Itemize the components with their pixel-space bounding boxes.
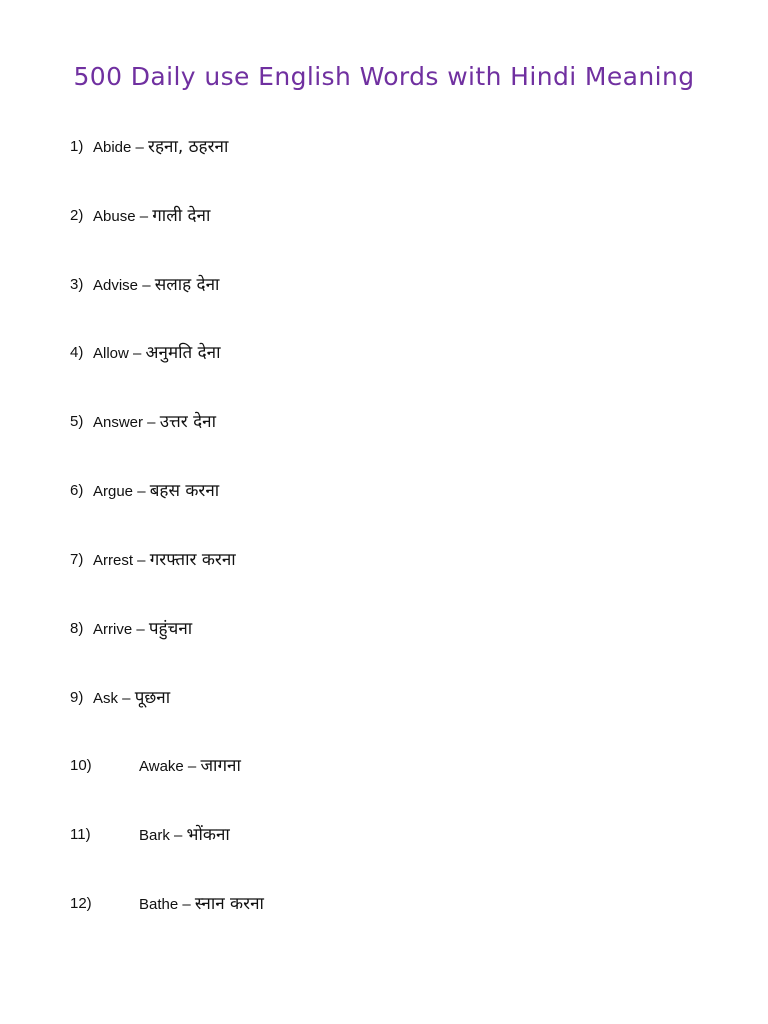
hindi-meaning: जागना xyxy=(200,756,241,776)
english-word: Argue – xyxy=(93,483,150,500)
english-word: Advise – xyxy=(93,277,155,294)
item-number: 4) xyxy=(70,344,84,361)
item-number: 10) xyxy=(70,757,92,774)
item-number: 1) xyxy=(70,138,84,155)
english-word: Bathe – xyxy=(139,896,195,913)
english-word: Awake – xyxy=(139,758,201,775)
hindi-meaning: पहुंचना xyxy=(148,619,193,639)
item-number: 7) xyxy=(70,551,84,568)
item-entry xyxy=(93,134,228,161)
document-title: 500 Daily use English Words with Hindi Meaning xyxy=(73,61,695,91)
item-entry xyxy=(93,272,219,299)
item-entry xyxy=(93,203,210,230)
hindi-meaning: बहस करना xyxy=(149,481,220,501)
hindi-meaning: अनुमति देना xyxy=(145,343,221,363)
english-word: Bark – xyxy=(139,827,187,844)
item-entry xyxy=(139,822,230,849)
item-number: 5) xyxy=(70,413,84,430)
item-entry xyxy=(139,891,264,918)
english-word: Answer – xyxy=(93,414,160,431)
english-word: Allow – xyxy=(93,345,146,362)
hindi-meaning: भोंकना xyxy=(186,825,230,845)
hindi-meaning: पूछना xyxy=(134,688,171,708)
item-entry xyxy=(93,616,192,643)
item-entry xyxy=(93,478,219,505)
hindi-meaning: सलाह देना xyxy=(154,275,220,295)
item-entry xyxy=(93,685,170,712)
english-word: Arrive – xyxy=(93,621,149,638)
item-entry xyxy=(139,753,241,780)
hindi-meaning: उत्तर देना xyxy=(159,412,216,432)
item-entry xyxy=(93,409,216,436)
english-word: Abuse – xyxy=(93,208,153,225)
item-number: 6) xyxy=(70,482,84,499)
item-number: 12) xyxy=(70,895,92,912)
english-word: Arrest – xyxy=(93,552,150,569)
english-word: Abide – xyxy=(93,139,149,156)
hindi-meaning: गरफ्तार करना xyxy=(149,550,236,570)
hindi-meaning: स्नान करना xyxy=(194,894,264,914)
item-number: 3) xyxy=(70,276,84,293)
hindi-meaning: रहना, ठहरना xyxy=(148,137,229,157)
item-number: 2) xyxy=(70,207,84,224)
item-number: 11) xyxy=(70,826,91,843)
english-word: Ask – xyxy=(93,690,135,707)
item-number: 8) xyxy=(70,620,84,637)
hindi-meaning: गाली देना xyxy=(152,206,211,226)
item-number: 9) xyxy=(70,689,84,706)
item-entry xyxy=(93,340,220,367)
item-entry xyxy=(93,547,236,574)
